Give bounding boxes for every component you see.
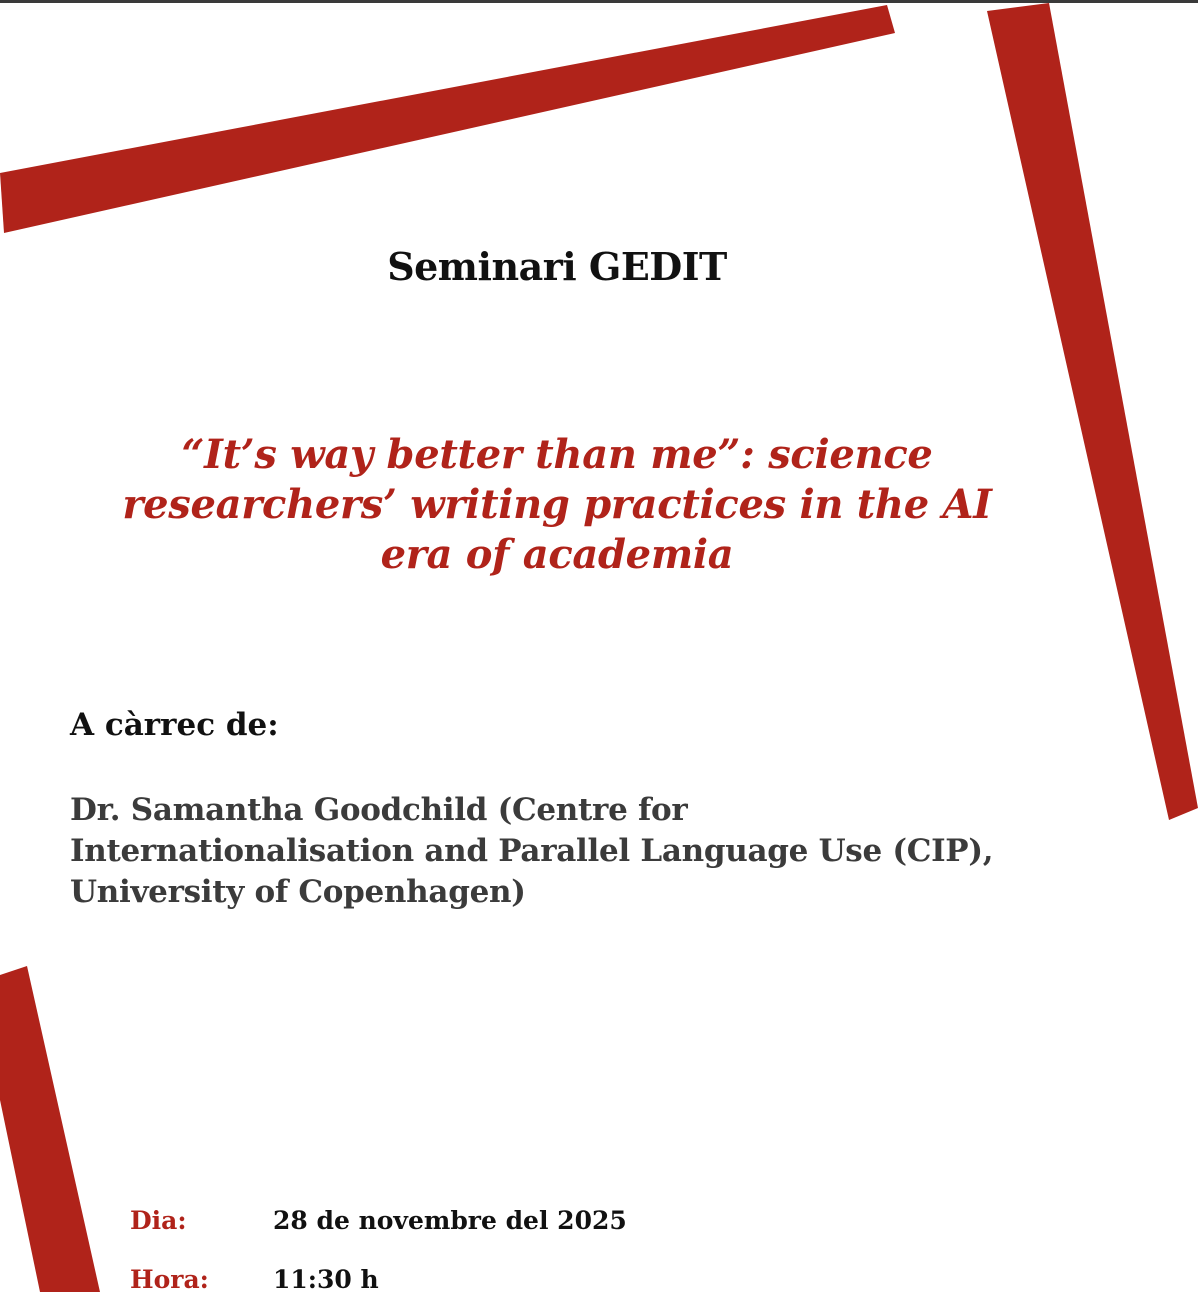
decor-stripe-top: [0, 5, 895, 233]
time-value: 11:30 h: [273, 1265, 379, 1294]
speaker-label: A càrrec de:: [70, 707, 279, 743]
seminar-title: Seminari GEDIT: [387, 244, 727, 289]
decor-stripe-right: [987, 3, 1198, 820]
speaker-name: Dr. Samantha Goodchild (Centre for Internationalisation and Parallel Language Use (CIP), University of Copenhagen): [70, 792, 994, 910]
date-value: 28 de novembre del 2025: [273, 1206, 627, 1235]
date-label: Dia:: [130, 1206, 187, 1235]
time-label: Hora:: [130, 1265, 209, 1294]
decor-stripe-bottom-left: [0, 966, 100, 1292]
talk-title: “It’s way better than me”: science researchers’ writing practices in the AI era of academia: [122, 431, 992, 578]
